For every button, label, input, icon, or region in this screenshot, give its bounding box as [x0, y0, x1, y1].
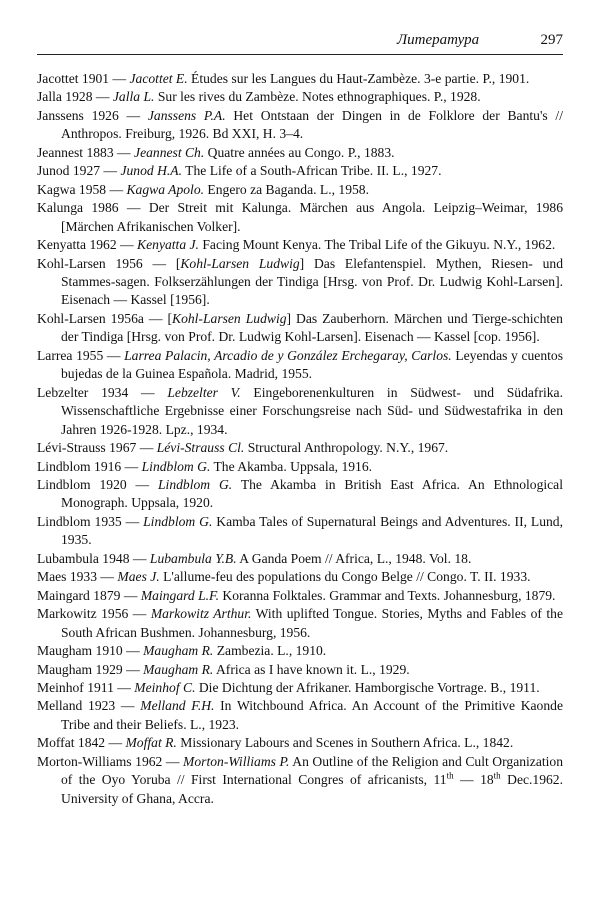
author-name: Meinhof C.	[134, 679, 196, 695]
entry-text: Kagwa 1958 —	[37, 181, 127, 197]
bibliography-entry	[37, 568, 563, 586]
entry-text: Jacottet 1901 —	[37, 71, 130, 86]
bibliography-entry	[37, 605, 563, 642]
entry-text: Janssens 1926 —	[37, 107, 148, 123]
bibliography-entry	[37, 439, 563, 457]
bibliography-entry	[37, 347, 563, 384]
entry-text: ] Das Zauberhorn. Märchen und Tierge-schichten der Tindiga [Hrsg. von Prof. Dr. Ludwig Kohl-Larsen]. Eisenach — Kassel [cop. 1956].	[61, 310, 563, 345]
entry-text: Kamba Tales of Supernatural Beings and Adventures. II, Lund, 1935.	[61, 513, 564, 548]
bibliography-entry	[37, 88, 563, 106]
bibliography-entry	[37, 476, 563, 513]
bibliography-entry	[37, 697, 563, 734]
author-name: Morton-Williams P.	[183, 753, 290, 769]
bibliography-entry	[37, 144, 563, 162]
author-name: Kohl-Larsen Ludwig	[172, 310, 287, 326]
entry-text: With uplifted Tongue. Stories, Myths and Fables of the South African Bushmen. Johannesburg, 1956.	[61, 606, 564, 640]
author-name: Maingard L.F.	[140, 587, 220, 603]
bibliography-entry	[37, 255, 563, 310]
entry-text: Markowitz 1956 —	[37, 606, 151, 622]
entry-text: Kenyatta 1962 —	[37, 237, 138, 253]
entry-text: Maugham 1910 —	[37, 643, 144, 659]
bibliography-entry	[37, 550, 563, 568]
bibliography-entry	[37, 661, 563, 679]
bibliography-entry	[37, 734, 563, 752]
entry-text: Études sur les Langues du Haut-Zambèze. 3-e partie. P., 1901.	[187, 71, 530, 86]
entry-text: ] Das Elefantenspiel. Mythen, Riesen- und Stammes-sagen. Folkserzählungen der Tindiga [Hrsg. von Prof. Dr. Ludwig Kohl-Larsen]. Eisenach — Kassel [1956].	[61, 255, 563, 308]
entry-text: Lubambula 1948 —	[37, 550, 150, 566]
author-name: Janssens P.A.	[147, 107, 226, 123]
author-name: Lindblom G.	[158, 476, 233, 492]
bibliography-entry	[37, 70, 563, 88]
author-name: Junod H.A.	[120, 163, 183, 179]
entry-text: Morton-Williams 1962 —	[37, 753, 184, 769]
bibliography-entry	[37, 513, 563, 550]
author-name: Maugham R.	[143, 661, 214, 677]
author-name: Maugham R.	[143, 643, 214, 659]
entry-text: Kalunga 1986 — Der Streit mit Kalunga. Märchen aus Angola. Leipzig–Weimar, 1986 [Märchen Afrikanischen Volker].	[37, 200, 563, 234]
entry-text: The Akamba. Uppsala, 1916.	[210, 458, 373, 474]
entry-text: Het Ontstaan der Dingen in de Folklore der Bantu's // Anthropos. Freiburg, 1926. Bd XXI, H. 3–4.	[61, 107, 563, 142]
bibliography-entry	[37, 753, 563, 808]
entry-text: Moffat 1842 —	[37, 735, 126, 751]
entry-text: Quatre années au Congo. P., 1883.	[204, 144, 395, 160]
author-name: Jeannest Ch.	[134, 144, 205, 160]
entry-text: Structural Anthropology. N.Y., 1967.	[244, 440, 449, 456]
entry-text: Koranna Folktales. Grammar and Texts. Johannesburg, 1879.	[219, 587, 556, 603]
bibliography-entry	[37, 642, 563, 660]
running-title: Литература	[397, 32, 480, 48]
bibliography-entry	[37, 107, 563, 144]
entry-text: Jalla 1928 —	[37, 89, 113, 105]
entry-text: The Akamba in British East Africa. An Ethnological Monograph. Uppsala, 1920.	[61, 476, 563, 511]
entry-text: Larrea 1955 —	[37, 347, 125, 363]
entry-text: Sur les rives du Zambèze. Notes ethnographiques. P., 1928.	[154, 89, 481, 105]
author-name: Jalla L.	[112, 89, 155, 105]
entry-text: Zambezia. L., 1910.	[213, 643, 327, 659]
entry-text: Lindblom 1916 —	[37, 458, 142, 474]
author-name: Jacottet E.	[129, 71, 188, 86]
entry-text: Lindblom 1920 —	[37, 476, 158, 492]
author-name: Melland F.H.	[140, 698, 215, 714]
entry-text: Engero za Baganda. L., 1958.	[204, 181, 369, 197]
entry-text: Lebzelter 1934 —	[37, 384, 168, 400]
entry-text: Die Dichtung der Afrikaner. Hamborgische Vortrage. B., 1911.	[195, 679, 540, 695]
entry-text: The Life of a South-African Tribe. II. L., 1927.	[182, 163, 442, 179]
author-name: Kenyatta J.	[137, 237, 199, 253]
author-name: Kohl-Larsen Ludwig	[180, 255, 300, 271]
superscript: th	[493, 770, 501, 781]
bibliography-entry	[37, 162, 563, 180]
entry-text: In Witchbound Africa. An Account of the Primitive Kaonde Tribe and their Beliefs. L., 1923.	[61, 698, 563, 732]
bibliography-entry	[37, 587, 563, 605]
superscript: th	[446, 770, 454, 781]
author-name: Markowitz Arthur.	[150, 606, 252, 622]
entry-text: Leyendas y cuentos bujedas de la Guinea Española. Madrid, 1955.	[61, 347, 563, 382]
entry-text: — 18	[453, 772, 494, 788]
author-name: Lévi-Strauss Cl.	[156, 440, 245, 456]
bibliography-entry	[37, 679, 563, 697]
bibliography-entry	[37, 310, 563, 347]
entry-text: Facing Mount Kenya. The Tribal Life of the Gikuyu. N.Y., 1962.	[198, 237, 556, 253]
author-name: Kagwa Apolo.	[126, 181, 205, 197]
entry-text: Junod 1927 —	[37, 163, 121, 179]
entry-text: Maingard 1879 —	[37, 587, 141, 603]
bibliography-entry	[37, 236, 563, 254]
entry-text: Kohl-Larsen 1956a — [	[37, 310, 172, 326]
entry-text: Lévi-Strauss 1967 —	[37, 440, 157, 456]
bibliography-entry	[37, 181, 563, 199]
bibliography-list	[37, 70, 563, 808]
entry-text: Eingeborenenkulturen in Südwest- und Südafrika. Wissenschaftliche Ergebnisse einer Forschungsreise nach Süd- und Südwestafrika in den Jahren 1926-1928. Lpz., 1934.	[61, 384, 563, 437]
entry-text: Melland 1923 —	[37, 698, 141, 714]
entry-text: Dec.1962. University of Ghana, Accra.	[61, 772, 563, 806]
author-name: Larrea Palacin, Arcadio de y González Erchegaray, Carlos.	[124, 347, 452, 363]
bibliography-entry	[37, 458, 563, 476]
bibliography-entry	[37, 384, 563, 439]
entry-text: A Ganda Poem // Africa, L., 1948. Vol. 18.	[236, 550, 472, 566]
running-header	[37, 28, 563, 55]
entry-text: L'allume-feu des populations du Congo Belge // Congo. T. II. 1933.	[159, 569, 531, 585]
author-name: Moffat R.	[125, 735, 177, 751]
entry-text: Kohl-Larsen 1956 — [	[37, 255, 181, 271]
author-name: Maes J.	[117, 569, 160, 585]
entry-text: Africa as I have known it. L., 1929.	[213, 661, 410, 677]
entry-text: An Outline of the Religion and Cult Organization of the Oyo Yoruba // First International Congres of africanists, 11	[61, 753, 564, 788]
author-name: Lubambula Y.B.	[149, 550, 237, 566]
entry-text: Maugham 1929 —	[37, 661, 144, 677]
bibliography-entry	[37, 199, 563, 236]
page-number: 297	[540, 32, 563, 48]
entry-text: Missionary Labours and Scenes in Southern Africa. L., 1842.	[176, 735, 514, 751]
entry-text: Lindblom 1935 —	[37, 513, 144, 529]
author-name: Lindblom G.	[143, 513, 213, 529]
author-name: Lindblom G.	[141, 458, 211, 474]
entry-text: Maes 1933 —	[37, 569, 118, 585]
entry-text: Meinhof 1911 —	[37, 679, 135, 695]
entry-text: Jeannest 1883 —	[37, 144, 135, 160]
author-name: Lebzelter V.	[167, 384, 241, 400]
